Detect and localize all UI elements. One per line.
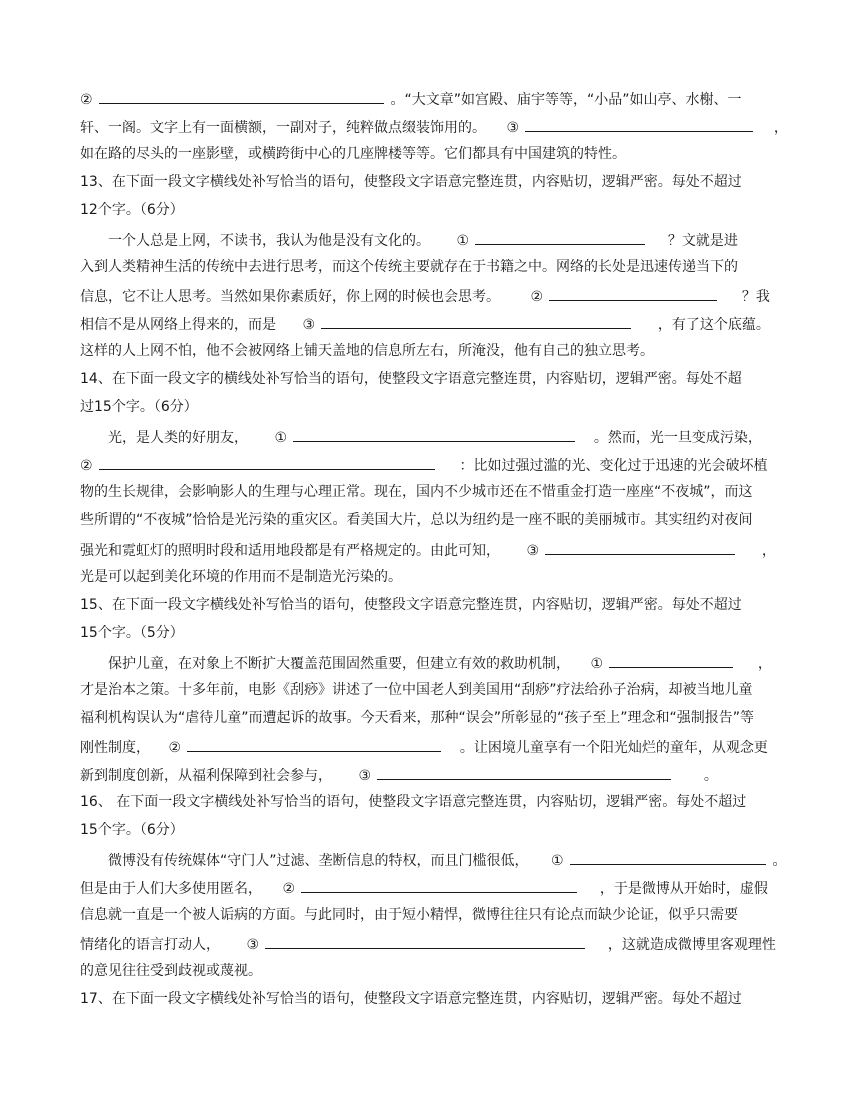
answer-blank[interactable] <box>525 116 753 132</box>
question-15-stem: 15、在下面一段文字横线处补写恰当的语句，使整段文字语意完整连贯，内容贴切，逻辑严密。每处不超过 <box>80 597 742 613</box>
text-line <box>80 877 780 897</box>
circled-number: ② <box>80 92 93 108</box>
text-line <box>108 652 780 672</box>
text-run: 。让困境儿童享有一个阳光灿烂的童年，从观念更 <box>459 740 768 756</box>
question-17-stem: 17、在下面一段文字横线处补写恰当的语句，使整段文字语意完整连贯，内容贴切，逻辑严密。每处不超过 <box>80 991 742 1007</box>
answer-blank[interactable] <box>321 313 631 329</box>
text-run: 保护儿童，在对象上不断扩大覆盖范围固然重要，但建立有效的救助机制， <box>108 656 570 672</box>
question-points: 12个字。（6分） <box>80 202 184 218</box>
text-run: 情绪化的语言打动人， <box>80 937 220 953</box>
answer-blank[interactable] <box>187 736 441 752</box>
text-run: ，有了这个底蕴。 <box>657 317 770 333</box>
text-line <box>80 313 780 333</box>
text-run: 光是可以起到美化环境的作用而不是制造光污染的。 <box>80 569 402 585</box>
answer-blank[interactable] <box>301 877 577 893</box>
text-line <box>80 820 780 840</box>
circled-number: ① <box>590 656 604 672</box>
text-run: 强光和霓虹灯的照明时段和适用地段都是有严格规定的。由此可知， <box>80 543 500 559</box>
text-line <box>80 454 780 474</box>
text-run: 信息，它不让人思考。当然如果你素质好，你上网的时候也会思考。 <box>80 289 500 305</box>
text-line <box>80 285 780 305</box>
text-run: 福利机构误认为“虐待儿童”而遭起诉的故事。今天看来，那种“误会”所彰显的“孩子至上”理念和“强制报告”等 <box>80 710 755 726</box>
text-run: 信息就一直是一个被人诟病的方面。与此同时，由于短小精悍，微博往往只有论点而缺少论证，似乎只需要 <box>80 907 738 923</box>
question-16-stem: 16、 在下面一段文字横线处补写恰当的语句，使整段文字语意完整连贯，内容贴切，逻辑严密。每处不超过 <box>80 794 747 810</box>
text-run: 光，是人类的好朋友， <box>108 430 248 446</box>
text-line <box>80 482 780 502</box>
text-line <box>80 257 780 277</box>
text-line <box>80 144 780 164</box>
circled-number: ② <box>168 740 182 756</box>
question-14-stem: 14、在下面一段文字的横线处补写恰当的语句，使整段文字语意完整连贯，内容贴切，逻辑严密。每处不超 <box>80 371 742 387</box>
text-run: 入到人类精神生活的传统中去进行思考，而这个传统主要就存在于书籍之中。网络的长处是迅速传递当下的 <box>80 259 738 275</box>
text-run: 。然而，光一旦变成污染， <box>593 430 762 446</box>
answer-blank[interactable] <box>570 849 766 865</box>
question-13-stem: 13、在下面一段文字横线处补写恰当的语句，使整段文字语意完整连贯，内容贴切，逻辑严密。每处不超过 <box>80 174 742 190</box>
text-line <box>80 764 780 784</box>
text-run: 。 <box>772 853 787 869</box>
question-points: 15个字。（5分） <box>80 625 184 641</box>
text-run: 微博没有传统媒体“守门人”过滤、垄断信息的特权，而且门槛很低， <box>108 853 529 869</box>
text-line <box>108 849 787 869</box>
question-stem <box>80 369 780 389</box>
circled-number: ② <box>80 458 93 474</box>
answer-blank[interactable] <box>545 539 735 555</box>
circled-number: ② <box>530 289 544 305</box>
question-stem <box>80 792 780 812</box>
text-line <box>80 88 780 108</box>
text-run: 才是治本之策。十多年前，电影《刮痧》讲述了一位中国老人到美国用“刮痧”疗法给孙子治病，却被当地儿童 <box>80 682 753 698</box>
text-line <box>80 708 780 728</box>
text-run: ：比如过强过滥的光、变化过于迅速的光会破坏植 <box>459 458 768 474</box>
text-run: 轩、一阁。文字上有一面横额，一副对子，纯粹做点缀装饰用的。 <box>80 120 486 136</box>
answer-blank[interactable] <box>609 652 733 668</box>
text-line <box>80 567 780 587</box>
text-line <box>80 623 780 643</box>
text-line <box>80 510 780 530</box>
text-run: 刚性制度， <box>80 740 150 756</box>
text-run: ， <box>773 120 788 136</box>
text-run: 。“大文章”如宫殿、庙宇等等，“小品”如山亭、水榭、一 <box>390 92 742 108</box>
circled-number: ③ <box>526 543 540 559</box>
text-run: 但是由于人们大多使用匿名， <box>80 881 262 897</box>
answer-blank[interactable] <box>99 454 435 470</box>
answer-blank[interactable] <box>99 88 384 104</box>
text-line <box>80 680 780 700</box>
text-run: 相信不是从网络上得来的，而是 <box>80 317 276 333</box>
text-line <box>108 229 780 249</box>
text-line <box>80 961 780 981</box>
circled-number: ① <box>550 853 564 869</box>
question-points: 15个字。（6分） <box>80 822 184 838</box>
text-line <box>80 736 780 756</box>
text-line <box>80 200 780 220</box>
text-line <box>80 397 780 417</box>
text-run: 这样的人上网不怕，他不会被网络上铺天盖地的信息所左右，所淹没，他有自己的独立思考。 <box>80 343 654 359</box>
text-run: 新到制度创新，从福利保障到社会参与， <box>80 768 332 784</box>
text-run: 物的生长规律，会影响影人的生理与心理正常。现在，国内不少城市还在不惜重金打造一座座“不夜城”，而这 <box>80 484 753 500</box>
text-line <box>80 933 780 953</box>
circled-number: ③ <box>506 120 520 136</box>
question-points: 过15个字。（6分） <box>80 399 198 415</box>
circled-number: ③ <box>246 937 260 953</box>
circled-number: ③ <box>302 317 316 333</box>
answer-blank[interactable] <box>293 426 575 442</box>
text-line <box>80 905 780 925</box>
text-run: ？我 <box>741 289 770 305</box>
text-run: 些所谓的“不夜城”恰恰是光污染的重灾区。看美国大片，总以为纽约是一座不眠的美丽城市。其实纽约对夜间 <box>80 512 753 528</box>
circled-number: ① <box>274 430 288 446</box>
text-run: 如在路的尽头的一座影壁，或横跨街中心的几座牌楼等等。它们都具有中国建筑的特性。 <box>80 146 626 162</box>
text-run: ，于是微博从开始时，虚假 <box>599 881 768 897</box>
question-stem <box>80 989 780 1009</box>
text-run: 的意见往往受到歧视或蔑视。 <box>80 963 262 979</box>
text-line <box>80 116 788 136</box>
text-run: ，这就造成微博里客观理性 <box>607 937 776 953</box>
text-run: ， <box>761 543 776 559</box>
text-run: ， <box>757 656 772 672</box>
text-run: ？文就是进 <box>667 233 738 249</box>
answer-blank[interactable] <box>265 933 585 949</box>
text-line <box>80 539 780 559</box>
question-stem <box>80 172 780 192</box>
circled-number: ③ <box>358 768 372 784</box>
answer-blank[interactable] <box>377 764 671 780</box>
text-run: 一个人总是上网，不读书，我认为他是没有文化的。 <box>108 233 430 249</box>
text-line <box>80 341 780 361</box>
text-line <box>108 426 780 446</box>
circled-number: ① <box>456 233 470 249</box>
text-run: 。 <box>703 768 718 784</box>
answer-blank[interactable] <box>475 229 645 245</box>
circled-number: ② <box>282 881 296 897</box>
question-stem <box>80 595 780 615</box>
answer-blank[interactable] <box>549 285 717 301</box>
